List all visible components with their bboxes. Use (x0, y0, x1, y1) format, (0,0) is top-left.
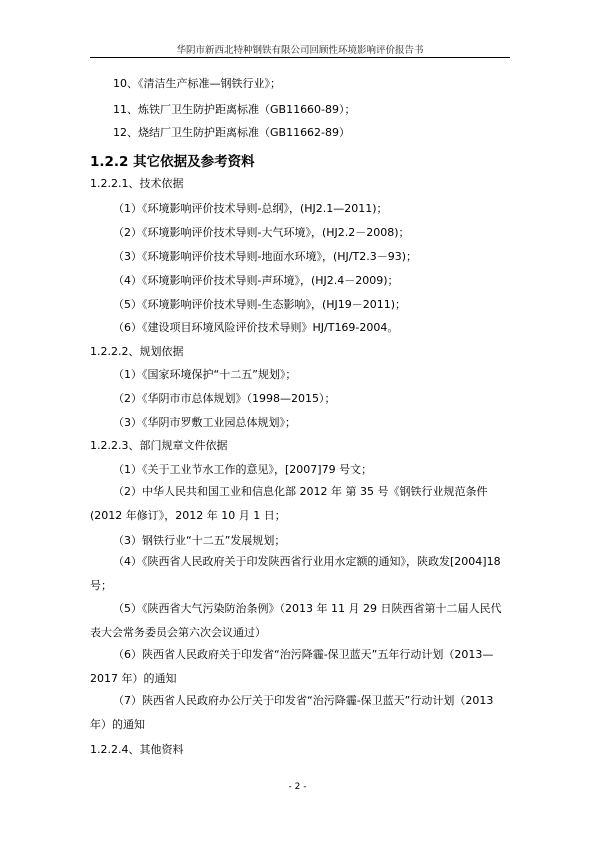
plan-item-2: （2）《华阴市市总体规划》（1998—2015）； (113, 392, 336, 405)
rules-item-5: （5）《陕西省大气污染防治条例》（2013 年 11 月 29 日陕西省第十二届人民代表大会常务委员会第六次会议通过） (90, 602, 502, 639)
rules-item-4: （4）《陕西省人民政府关于印发陕西省行业用水定额的通知》，陕政发[2004]18 号； (90, 555, 501, 592)
tech-item-5: （5）《环境影响评价技术导则-生态影响》，(HJ19－2011)； (113, 298, 407, 311)
rules-basis-title: 1.2.2.3、部门规章文件依据 (90, 439, 228, 452)
section-heading: 1.2.2 其它依据及参考资料 (90, 154, 255, 170)
rules-item-7: （7）陕西省人民政府办公厅关于印发省“治污降霾-保卫蓝天”行动计划（2013 年）的通知 (90, 694, 494, 731)
rules-item-2: （2）中华人民共和国工业和信息化部 2012 年 第 35 号《钢铁行业规范条件(2012 年修订》，2012 年 10 月 1 日； (90, 485, 488, 522)
plan-basis-title: 1.2.2.2、规划依据 (90, 345, 184, 358)
page-header: 华阴市新西北特种钢铁有限公司回顾性环境影响评价报告书 (176, 45, 424, 56)
rules-item-1: （1）《关于工业节水工作的意见》，[2007]79 号文； (113, 463, 373, 476)
tech-basis-title: 1.2.2.1、技术依据 (90, 177, 184, 190)
tech-item-2: （2）《环境影响评价技术导则-大气环境》，(HJ2.2－2008)； (113, 226, 410, 239)
header-rule (90, 57, 510, 58)
standard-item-12: 12、烧结厂卫生防护距离标准（GB11662-89） (113, 126, 351, 139)
rules-item-6: （6）陕西省人民政府关于印发省“治污降霾-保卫蓝天”五年行动计划（2013—2017 年）的通知 (90, 648, 494, 685)
plan-item-1: （1）《国家环境保护“十二五”规划》； (113, 368, 297, 381)
plan-item-3: （3）《华阴市罗敷工业园总体规划》； (113, 416, 296, 429)
rules-item-3: （3）钢铁行业“十二五”发展规划； (113, 534, 286, 547)
tech-item-6: （6）《建设项目环境风险评价技术导则》HJ/T169-2004。 (113, 321, 399, 334)
tech-item-1: （1）《环境影响评价技术导则-总纲》，(HJ2.1—2011)； (113, 202, 388, 215)
standard-item-11: 11、炼铁厂卫生防护距离标准（GB11660-89）； (113, 103, 356, 116)
standard-item-10: 10、《清洁生产标准—钢铁行业》； (113, 77, 281, 90)
tech-item-3: （3）《环境影响评价技术导则-地面水环境》，(HJ/T2.3－93)； (113, 250, 417, 263)
other-data-title: 1.2.2.4、其他资料 (90, 743, 184, 756)
page-number: - 2 - (288, 782, 307, 792)
tech-item-4: （4）《环境影响评价技术导则-声环境》，(HJ2.4－2009)； (113, 274, 399, 287)
